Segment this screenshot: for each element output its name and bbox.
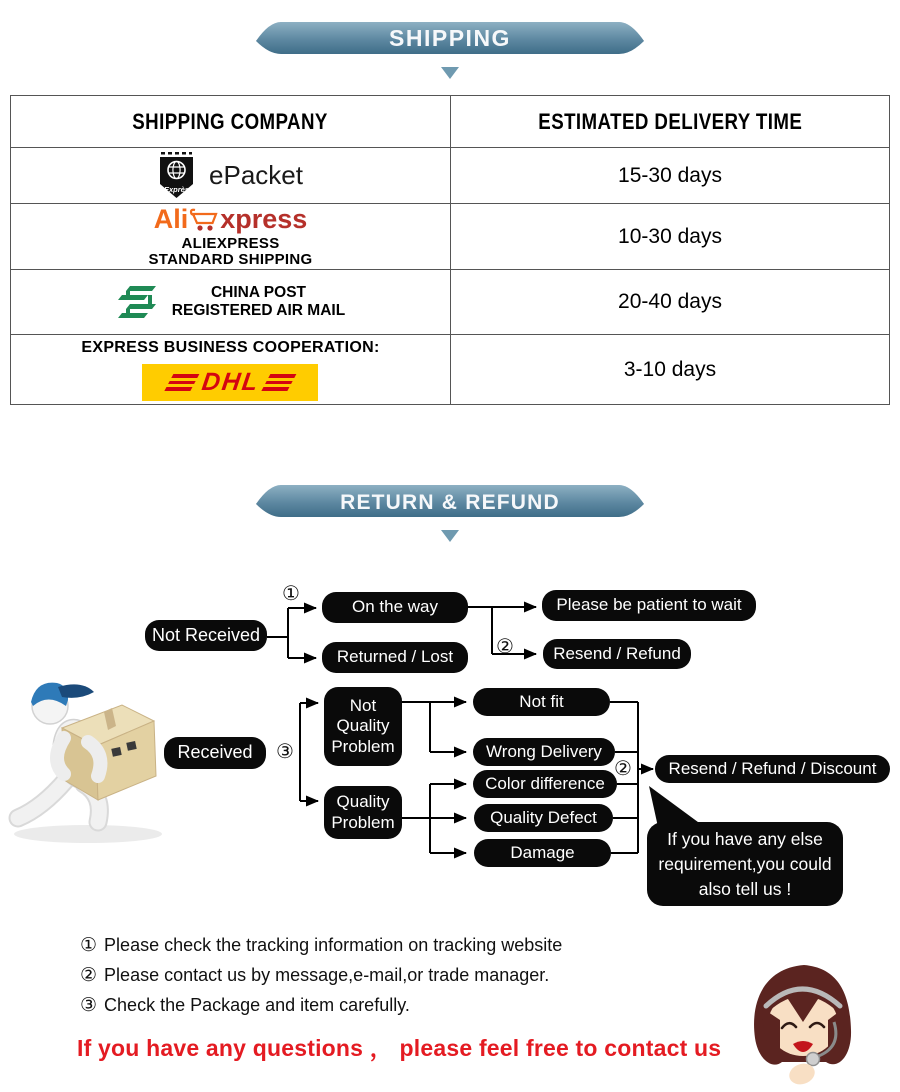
shipping-banner xyxy=(253,18,647,58)
aliexpress-caption-line2: STANDARD SHIPPING xyxy=(148,251,313,268)
chinapost-logo-icon xyxy=(116,282,162,322)
return-banner-title: RETURN & REFUND xyxy=(340,491,560,514)
note-3-text: Check the Package and item carefully. xyxy=(104,995,410,1015)
table-row-epacket-time: 15-30 days xyxy=(451,147,889,203)
dhl-stripes-right xyxy=(262,374,297,391)
service-agent-image xyxy=(740,960,868,1088)
ribbon-graphic xyxy=(253,18,647,58)
flow-node-resend-refund-discount: Resend / Refund / Discount xyxy=(655,755,890,783)
chinapost-line1: CHINA POST xyxy=(210,284,306,302)
epacket-logo-icon xyxy=(158,152,195,199)
note-2 xyxy=(80,964,549,986)
table-row-epacket-company xyxy=(11,147,451,203)
table-row-chinapost-company xyxy=(11,269,451,334)
flow-node-resend-refund: Resend / Refund xyxy=(543,639,691,669)
flow-node-quality-problem: Quality Problem xyxy=(324,786,402,839)
flow-node-patient-wait: Please be patient to wait xyxy=(542,590,756,621)
flow-marker-2a: ② xyxy=(496,634,514,658)
flow-node-returned-lost: Returned / Lost xyxy=(322,642,468,673)
flow-node-received: Received xyxy=(164,737,266,769)
flow-node-not-received: Not Received xyxy=(145,620,267,651)
column-header-delivery-time: ESTIMATED DELIVERY TIME xyxy=(538,108,802,134)
chinapost-line2: REGISTERED AIR MAIL xyxy=(171,302,346,319)
epacket-label: ePacket xyxy=(209,160,303,190)
aliexpress-caption-line1: ALIEXPRESS xyxy=(181,235,280,252)
flow-node-not-quality-problem: Not Quality Problem xyxy=(324,687,402,766)
column-header-shipping-company: SHIPPING COMPANY xyxy=(11,96,451,147)
flow-node-not-fit: Not fit xyxy=(473,688,610,716)
table-row-dhl-company xyxy=(11,334,451,404)
ribbon-graphic xyxy=(253,481,647,521)
note-1-text: Please check the tracking information on tracking website xyxy=(104,935,563,955)
note-2-marker: ② xyxy=(80,964,98,986)
flow-node-damage: Damage xyxy=(474,839,611,867)
flowchart-connectors xyxy=(0,555,900,925)
flow-marker-1: ① xyxy=(282,581,300,605)
return-refund-banner xyxy=(253,481,647,521)
note-1 xyxy=(80,934,562,956)
contact-us-message: If you have any questions ， please feel free to contact us xyxy=(77,1035,722,1061)
svg-text:Exprès: Exprès xyxy=(164,185,190,194)
shipping-table xyxy=(10,95,890,405)
shipping-banner-title: SHIPPING xyxy=(389,25,511,51)
express-cooperation-label: EXPRESS BUSINESS COOPERATION: xyxy=(81,338,380,356)
table-row-chinapost-time: 20-40 days xyxy=(451,269,889,334)
aliexpress-cart-icon xyxy=(189,207,219,233)
note-2-text: Please contact us by message,e-mail,or trade manager. xyxy=(104,965,550,985)
flow-node-color-difference: Color difference xyxy=(473,770,617,798)
speech-bubble: If you have any else requirement,you could also tell us ! xyxy=(647,822,843,906)
table-row-aliexpress-time: 10-30 days xyxy=(451,203,889,269)
flow-node-on-the-way: On the way xyxy=(322,592,468,623)
dhl-logo: DHL xyxy=(142,364,318,401)
flow-marker-3: ③ xyxy=(276,739,294,763)
flow-marker-2b: ② xyxy=(614,756,632,780)
down-triangle-icon xyxy=(441,67,459,79)
note-3-marker: ③ xyxy=(80,994,98,1016)
note-1-marker: ① xyxy=(80,934,98,956)
dhl-stripes-left xyxy=(164,374,199,391)
note-3 xyxy=(80,994,410,1016)
flow-node-wrong-delivery: Wrong Delivery xyxy=(473,738,615,766)
flow-node-quality-defect: Quality Defect xyxy=(474,804,613,832)
table-row-dhl-time: 3-10 days xyxy=(451,334,889,404)
down-triangle-icon xyxy=(441,530,459,542)
aliexpress-logo: Ali xpress xyxy=(153,204,308,234)
table-row-aliexpress-company xyxy=(11,203,451,269)
